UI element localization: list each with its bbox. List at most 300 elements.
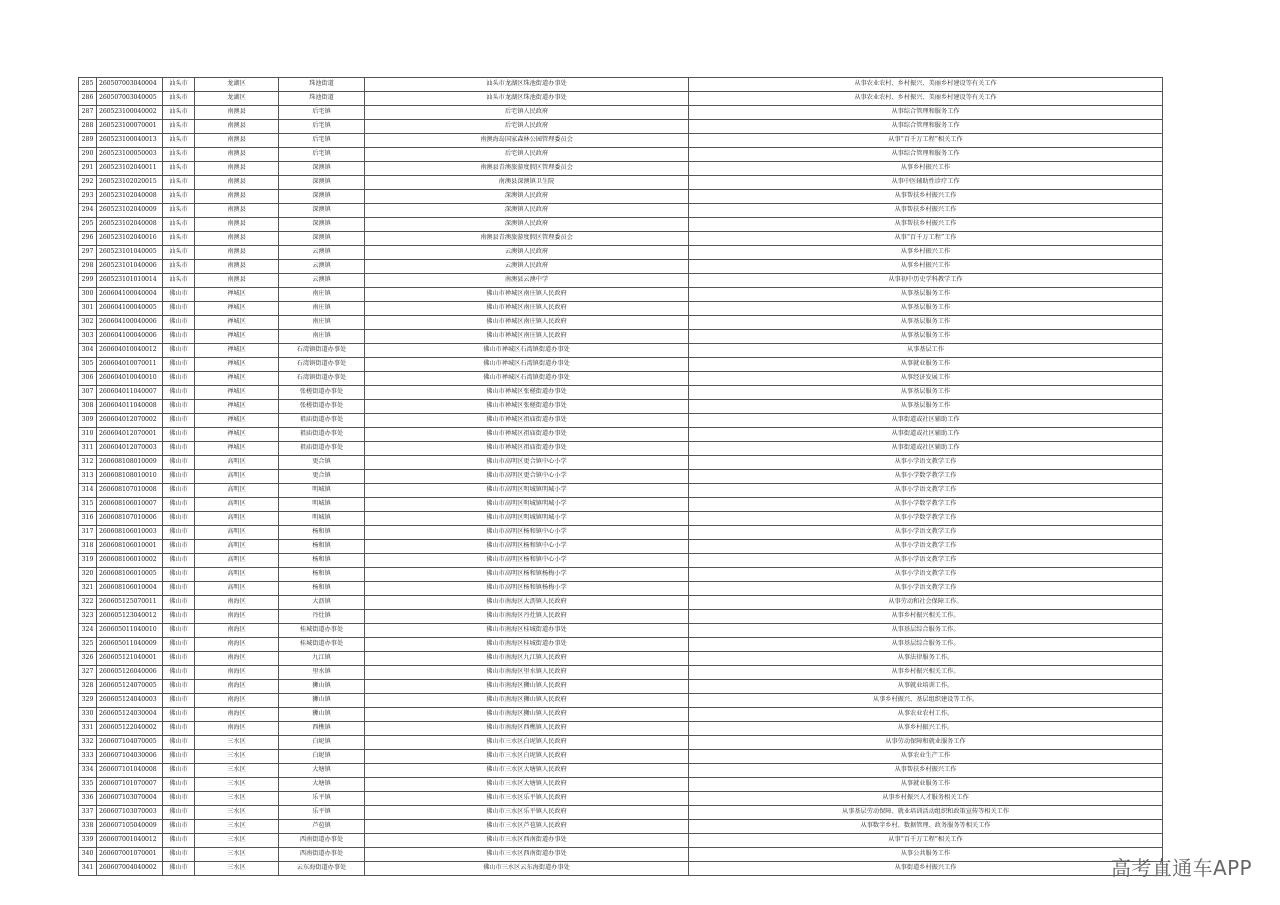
- row-number-cell: 321: [79, 582, 97, 596]
- table-row: [79, 680, 1163, 694]
- district-cell: 高明区: [195, 512, 279, 526]
- town-cell: 张槎街道办事处: [279, 400, 365, 414]
- row-number-cell: 306: [79, 372, 97, 386]
- table-row: [79, 848, 1163, 862]
- employer-cell: 佛山市禅城区张槎街道办事处: [365, 386, 689, 400]
- row-number-cell: 333: [79, 750, 97, 764]
- position-code-cell: 260523100040013: [97, 134, 163, 148]
- table-row: [79, 624, 1163, 638]
- district-cell: 南澳县: [195, 190, 279, 204]
- city-cell: 佛山市: [163, 428, 195, 442]
- employer-cell: 佛山市南海区狮山镇人民政府: [365, 708, 689, 722]
- table-row: [79, 708, 1163, 722]
- city-cell: 佛山市: [163, 330, 195, 344]
- position-code-cell: 260604012070001: [97, 428, 163, 442]
- city-cell: 佛山市: [163, 554, 195, 568]
- row-number-cell: 305: [79, 358, 97, 372]
- district-cell: 南澳县: [195, 260, 279, 274]
- position-code-cell: 260608106010005: [97, 568, 163, 582]
- job-description-cell: 从事街道或社区辅助工作: [689, 428, 1163, 442]
- row-number-cell: 320: [79, 568, 97, 582]
- row-number-cell: 337: [79, 806, 97, 820]
- position-code-cell: 260523102040008: [97, 190, 163, 204]
- city-cell: 汕头市: [163, 274, 195, 288]
- job-description-cell: 从事基层服务工作: [689, 330, 1163, 344]
- town-cell: 桂城街道办事处: [279, 624, 365, 638]
- table-row: [79, 316, 1163, 330]
- district-cell: 南海区: [195, 610, 279, 624]
- employer-cell: 佛山市三水区乐平镇人民政府: [365, 792, 689, 806]
- city-cell: 汕头市: [163, 190, 195, 204]
- city-cell: 佛山市: [163, 540, 195, 554]
- town-cell: 九江镇: [279, 652, 365, 666]
- town-cell: 杨和镇: [279, 526, 365, 540]
- district-cell: 高明区: [195, 470, 279, 484]
- employer-cell: 佛山市南海区九江镇人民政府: [365, 652, 689, 666]
- district-cell: 南澳县: [195, 176, 279, 190]
- table-row: [79, 498, 1163, 512]
- employer-cell: 佛山市南海区桂城街道办事处: [365, 638, 689, 652]
- job-description-cell: 从事综合管理和服务工作: [689, 106, 1163, 120]
- position-code-cell: 260608106010001: [97, 540, 163, 554]
- table-row: [79, 582, 1163, 596]
- city-cell: 佛山市: [163, 568, 195, 582]
- table-row: [79, 694, 1163, 708]
- city-cell: 汕头市: [163, 246, 195, 260]
- employer-cell: 佛山市禅城区石湾镇街道办事处: [365, 344, 689, 358]
- district-cell: 禅城区: [195, 386, 279, 400]
- row-number-cell: 314: [79, 484, 97, 498]
- row-number-cell: 330: [79, 708, 97, 722]
- district-cell: 高明区: [195, 540, 279, 554]
- town-cell: 里水镇: [279, 666, 365, 680]
- employer-cell: 佛山市高明区杨和镇杨梅小学: [365, 582, 689, 596]
- table-row: [79, 568, 1163, 582]
- row-number-cell: 293: [79, 190, 97, 204]
- job-description-cell: 从事小学数学教学工作: [689, 470, 1163, 484]
- position-code-cell: 260607001040012: [97, 834, 163, 848]
- row-number-cell: 312: [79, 456, 97, 470]
- row-number-cell: 300: [79, 288, 97, 302]
- job-description-cell: 从事街道乡村振兴工作: [689, 862, 1163, 876]
- employer-cell: 南澳海岛国家森林公园管理委员会: [365, 134, 689, 148]
- town-cell: 后宅镇: [279, 134, 365, 148]
- employer-cell: 佛山市禅城区张槎街道办事处: [365, 400, 689, 414]
- job-description-cell: 从事小学数学教学工作: [689, 512, 1163, 526]
- town-cell: 深澳镇: [279, 232, 365, 246]
- town-cell: 石湾镇街道办事处: [279, 372, 365, 386]
- row-number-cell: 298: [79, 260, 97, 274]
- position-code-cell: 260607104030006: [97, 750, 163, 764]
- city-cell: 佛山市: [163, 610, 195, 624]
- job-description-cell: 从事“百千万工程”相关工作: [689, 834, 1163, 848]
- employer-cell: 后宅镇人民政府: [365, 106, 689, 120]
- city-cell: 佛山市: [163, 442, 195, 456]
- job-description-cell: 从事就业服务工作: [689, 358, 1163, 372]
- city-cell: 佛山市: [163, 358, 195, 372]
- position-code-cell: 260605123040012: [97, 610, 163, 624]
- row-number-cell: 292: [79, 176, 97, 190]
- town-cell: 深澳镇: [279, 204, 365, 218]
- employer-cell: 佛山市禅城区祖庙街道办事处: [365, 442, 689, 456]
- table-row: [79, 736, 1163, 750]
- position-code-cell: 260605124040003: [97, 694, 163, 708]
- position-code-cell: 260604100040006: [97, 316, 163, 330]
- employer-cell: 深澳镇人民政府: [365, 190, 689, 204]
- town-cell: 云澳镇: [279, 260, 365, 274]
- table-row: [79, 344, 1163, 358]
- row-number-cell: 332: [79, 736, 97, 750]
- city-cell: 佛山市: [163, 652, 195, 666]
- employer-cell: 佛山市三水区大塘镇人民政府: [365, 764, 689, 778]
- town-cell: 后宅镇: [279, 120, 365, 134]
- row-number-cell: 328: [79, 680, 97, 694]
- city-cell: 佛山市: [163, 834, 195, 848]
- city-cell: 佛山市: [163, 456, 195, 470]
- district-cell: 高明区: [195, 582, 279, 596]
- district-cell: 禅城区: [195, 330, 279, 344]
- job-description-cell: 从事帮扶乡村振兴工作: [689, 764, 1163, 778]
- town-cell: 深澳镇: [279, 190, 365, 204]
- row-number-cell: 341: [79, 862, 97, 876]
- table-row: [79, 470, 1163, 484]
- table-row: [79, 106, 1163, 120]
- city-cell: 佛山市: [163, 750, 195, 764]
- table-row: [79, 764, 1163, 778]
- employer-cell: 佛山市禅城区南庄镇人民政府: [365, 302, 689, 316]
- city-cell: 佛山市: [163, 778, 195, 792]
- job-description-cell: 从事基层服务工作: [689, 302, 1163, 316]
- job-description-cell: 从事就业服务工作: [689, 778, 1163, 792]
- district-cell: 三水区: [195, 806, 279, 820]
- position-code-cell: 260604011040008: [97, 400, 163, 414]
- employer-cell: 佛山市高明区杨和镇中心小学: [365, 554, 689, 568]
- job-description-cell: 从事农业农村工作。: [689, 708, 1163, 722]
- city-cell: 汕头市: [163, 260, 195, 274]
- table-row: [79, 190, 1163, 204]
- employer-cell: 汕头市龙湖区珠池街道办事处: [365, 92, 689, 106]
- employer-cell: 佛山市南海区里水镇人民政府: [365, 666, 689, 680]
- position-code-cell: 260607103070004: [97, 792, 163, 806]
- employer-cell: 佛山市禅城区石湾镇街道办事处: [365, 372, 689, 386]
- position-code-cell: 260605122040002: [97, 722, 163, 736]
- job-description-cell: 从事综合管理和服务工作: [689, 120, 1163, 134]
- city-cell: 佛山市: [163, 862, 195, 876]
- district-cell: 南海区: [195, 680, 279, 694]
- city-cell: 汕头市: [163, 134, 195, 148]
- district-cell: 南澳县: [195, 204, 279, 218]
- row-number-cell: 331: [79, 722, 97, 736]
- watermark-text: 高考直通车APP: [1110, 856, 1252, 880]
- city-cell: 汕头市: [163, 204, 195, 218]
- town-cell: 南庄镇: [279, 330, 365, 344]
- city-cell: 佛山市: [163, 666, 195, 680]
- row-number-cell: 329: [79, 694, 97, 708]
- job-description-cell: 从事综合管理和服务工作: [689, 148, 1163, 162]
- district-cell: 南海区: [195, 666, 279, 680]
- employer-cell: 佛山市禅城区石湾镇街道办事处: [365, 358, 689, 372]
- table-row: [79, 596, 1163, 610]
- city-cell: 佛山市: [163, 596, 195, 610]
- table-row: [79, 218, 1163, 232]
- row-number-cell: 296: [79, 232, 97, 246]
- town-cell: 南庄镇: [279, 288, 365, 302]
- city-cell: 汕头市: [163, 162, 195, 176]
- town-cell: 珠池街道: [279, 78, 365, 92]
- row-number-cell: 291: [79, 162, 97, 176]
- row-number-cell: 287: [79, 106, 97, 120]
- position-code-cell: 260605011040009: [97, 638, 163, 652]
- district-cell: 高明区: [195, 456, 279, 470]
- table-row: [79, 666, 1163, 680]
- table-row: [79, 442, 1163, 456]
- job-description-cell: 从事乡村振兴、基层组织建设等工作。: [689, 694, 1163, 708]
- row-number-cell: 297: [79, 246, 97, 260]
- district-cell: 南澳县: [195, 274, 279, 288]
- town-cell: 大沥镇: [279, 596, 365, 610]
- employer-cell: 佛山市南海区桂城街道办事处: [365, 624, 689, 638]
- job-description-cell: 从事帮扶乡村振兴工作: [689, 218, 1163, 232]
- table-row: [79, 456, 1163, 470]
- row-number-cell: 322: [79, 596, 97, 610]
- employer-cell: 佛山市高明区更合镇中心小学: [365, 470, 689, 484]
- town-cell: 杨和镇: [279, 540, 365, 554]
- district-cell: 禅城区: [195, 372, 279, 386]
- district-cell: 三水区: [195, 792, 279, 806]
- job-description-cell: 从事小学语文教学工作: [689, 526, 1163, 540]
- job-description-cell: 从事乡村振兴人才服务相关工作: [689, 792, 1163, 806]
- city-cell: 佛山市: [163, 470, 195, 484]
- row-number-cell: 286: [79, 92, 97, 106]
- city-cell: 佛山市: [163, 400, 195, 414]
- city-cell: 佛山市: [163, 848, 195, 862]
- district-cell: 南澳县: [195, 148, 279, 162]
- job-description-cell: 从事小学语文教学工作: [689, 540, 1163, 554]
- town-cell: 祖庙街道办事处: [279, 414, 365, 428]
- table-row: [79, 246, 1163, 260]
- row-number-cell: 295: [79, 218, 97, 232]
- employer-cell: 佛山市南海区狮山镇人民政府: [365, 680, 689, 694]
- position-code-cell: 260604010040010: [97, 372, 163, 386]
- employer-cell: 佛山市禅城区祖庙街道办事处: [365, 428, 689, 442]
- district-cell: 高明区: [195, 568, 279, 582]
- row-number-cell: 289: [79, 134, 97, 148]
- table-row: [79, 750, 1163, 764]
- position-code-cell: 260607101070007: [97, 778, 163, 792]
- position-code-cell: 260523101040005: [97, 246, 163, 260]
- job-description-cell: 从事数字乡村、数据管理、政务服务等相关工作: [689, 820, 1163, 834]
- district-cell: 南海区: [195, 596, 279, 610]
- row-number-cell: 327: [79, 666, 97, 680]
- city-cell: 佛山市: [163, 582, 195, 596]
- city-cell: 佛山市: [163, 316, 195, 330]
- job-table-container: [78, 77, 1162, 872]
- row-number-cell: 316: [79, 512, 97, 526]
- town-cell: 杨和镇: [279, 582, 365, 596]
- employer-cell: 佛山市三水区云东海街道办事处: [365, 862, 689, 876]
- row-number-cell: 310: [79, 428, 97, 442]
- table-row: [79, 302, 1163, 316]
- job-description-cell: 从事基层综合服务工作。: [689, 624, 1163, 638]
- row-number-cell: 304: [79, 344, 97, 358]
- job-description-cell: 从事“百千万工程”工作: [689, 232, 1163, 246]
- employer-cell: 云澳镇人民政府: [365, 246, 689, 260]
- district-cell: 南澳县: [195, 246, 279, 260]
- job-description-cell: 从事基层服务工作: [689, 316, 1163, 330]
- town-cell: 西南街道办事处: [279, 834, 365, 848]
- row-number-cell: 335: [79, 778, 97, 792]
- position-code-cell: 260604010040012: [97, 344, 163, 358]
- position-code-cell: 260605124030004: [97, 708, 163, 722]
- town-cell: 狮山镇: [279, 708, 365, 722]
- table-row: [79, 176, 1163, 190]
- district-cell: 三水区: [195, 820, 279, 834]
- table-row: [79, 526, 1163, 540]
- city-cell: 佛山市: [163, 764, 195, 778]
- city-cell: 佛山市: [163, 624, 195, 638]
- table-row: [79, 330, 1163, 344]
- position-code-cell: 260523102040009: [97, 204, 163, 218]
- job-description-cell: 从事乡村振兴工作: [689, 260, 1163, 274]
- job-description-cell: 从事基层服务工作: [689, 386, 1163, 400]
- job-description-cell: 从事小学语文教学工作: [689, 456, 1163, 470]
- city-cell: 佛山市: [163, 288, 195, 302]
- town-cell: 乐平镇: [279, 792, 365, 806]
- position-code-cell: 260523100070001: [97, 120, 163, 134]
- city-cell: 佛山市: [163, 708, 195, 722]
- city-cell: 汕头市: [163, 92, 195, 106]
- job-description-cell: 从事劳动保障和就业服务工作: [689, 736, 1163, 750]
- town-cell: 西樵镇: [279, 722, 365, 736]
- district-cell: 禅城区: [195, 414, 279, 428]
- job-description-cell: 从事经济发展工作: [689, 372, 1163, 386]
- row-number-cell: 309: [79, 414, 97, 428]
- job-description-cell: 从事小学语文教学工作: [689, 582, 1163, 596]
- job-description-cell: 从事小学语文教学工作: [689, 554, 1163, 568]
- employer-cell: 佛山市三水区乐平镇人民政府: [365, 806, 689, 820]
- position-code-cell: 260605125070011: [97, 596, 163, 610]
- employer-cell: 南澳县云澳中学: [365, 274, 689, 288]
- job-description-cell: 从事街道或社区辅助工作: [689, 442, 1163, 456]
- district-cell: 南海区: [195, 638, 279, 652]
- position-code-cell: 260608106010007: [97, 498, 163, 512]
- town-cell: 南庄镇: [279, 302, 365, 316]
- city-cell: 佛山市: [163, 414, 195, 428]
- employer-cell: 佛山市高明区明城镇明城小学: [365, 498, 689, 512]
- position-code-cell: 260608108010010: [97, 470, 163, 484]
- job-description-cell: 从事基层劳动保障、就业培训活动组织和政策宣传等相关工作: [689, 806, 1163, 820]
- job-description-cell: 从事帮扶乡村振兴工作: [689, 190, 1163, 204]
- table-row: [79, 862, 1163, 876]
- employer-cell: 佛山市高明区明城镇明城小学: [365, 512, 689, 526]
- district-cell: 禅城区: [195, 316, 279, 330]
- position-code-cell: 260608107010008: [97, 484, 163, 498]
- position-code-cell: 260604100040006: [97, 330, 163, 344]
- position-code-cell: 260523102040016: [97, 232, 163, 246]
- district-cell: 龙湖区: [195, 92, 279, 106]
- job-description-cell: 从事小学数学教学工作: [689, 498, 1163, 512]
- town-cell: 深澳镇: [279, 218, 365, 232]
- district-cell: 南海区: [195, 722, 279, 736]
- town-cell: 狮山镇: [279, 680, 365, 694]
- job-description-cell: 从事公共服务工作: [689, 848, 1163, 862]
- position-code-cell: 260523100040002: [97, 106, 163, 120]
- row-number-cell: 288: [79, 120, 97, 134]
- district-cell: 龙湖区: [195, 78, 279, 92]
- town-cell: 张槎街道办事处: [279, 386, 365, 400]
- table-row: [79, 134, 1163, 148]
- job-description-cell: 从事农业生产工作: [689, 750, 1163, 764]
- employer-cell: 佛山市高明区杨和镇中心小学: [365, 526, 689, 540]
- city-cell: 汕头市: [163, 218, 195, 232]
- table-row: [79, 722, 1163, 736]
- employer-cell: 佛山市高明区杨和镇中心小学: [365, 540, 689, 554]
- employer-cell: 佛山市南海区丹灶镇人民政府: [365, 610, 689, 624]
- position-code-cell: 260608106010003: [97, 526, 163, 540]
- row-number-cell: 336: [79, 792, 97, 806]
- position-code-cell: 260604100040004: [97, 288, 163, 302]
- job-description-cell: 从事乡村振兴相关工作。: [689, 610, 1163, 624]
- town-cell: 祖庙街道办事处: [279, 442, 365, 456]
- position-code-cell: 260607001070001: [97, 848, 163, 862]
- town-cell: 石湾镇街道办事处: [279, 358, 365, 372]
- town-cell: 白坭镇: [279, 736, 365, 750]
- employer-cell: 南澳县深澳镇卫生院: [365, 176, 689, 190]
- row-number-cell: 307: [79, 386, 97, 400]
- table-row: [79, 372, 1163, 386]
- row-number-cell: 319: [79, 554, 97, 568]
- employer-cell: 南澳县青澳旅游度假区管理委员会: [365, 232, 689, 246]
- position-code-cell: 260507003040004: [97, 78, 163, 92]
- employer-cell: 佛山市三水区西南街道办事处: [365, 834, 689, 848]
- town-cell: 祖庙街道办事处: [279, 428, 365, 442]
- row-number-cell: 340: [79, 848, 97, 862]
- city-cell: 佛山市: [163, 792, 195, 806]
- table-row: [79, 232, 1163, 246]
- district-cell: 三水区: [195, 834, 279, 848]
- city-cell: 汕头市: [163, 148, 195, 162]
- district-cell: 三水区: [195, 778, 279, 792]
- employer-cell: 佛山市高明区明城镇明城小学: [365, 484, 689, 498]
- job-description-cell: 从事帮扶乡村振兴工作: [689, 204, 1163, 218]
- job-description-cell: 从事农业农村、乡村振兴、美丽乡村建设等有关工作: [689, 92, 1163, 106]
- row-number-cell: 290: [79, 148, 97, 162]
- district-cell: 高明区: [195, 554, 279, 568]
- district-cell: 南海区: [195, 708, 279, 722]
- town-cell: 后宅镇: [279, 106, 365, 120]
- city-cell: 汕头市: [163, 176, 195, 190]
- district-cell: 禅城区: [195, 344, 279, 358]
- row-number-cell: 318: [79, 540, 97, 554]
- employer-cell: 佛山市高明区杨和镇杨梅小学: [365, 568, 689, 582]
- town-cell: 石湾镇街道办事处: [279, 344, 365, 358]
- job-description-cell: 从事基层工作: [689, 344, 1163, 358]
- job-description-cell: 从事街道或社区辅助工作: [689, 414, 1163, 428]
- table-row: [79, 120, 1163, 134]
- job-description-cell: 从事“百千万工程”相关工作: [689, 134, 1163, 148]
- row-number-cell: 303: [79, 330, 97, 344]
- town-cell: 乐平镇: [279, 806, 365, 820]
- district-cell: 南澳县: [195, 232, 279, 246]
- town-cell: 明城镇: [279, 512, 365, 526]
- district-cell: 南澳县: [195, 106, 279, 120]
- district-cell: 三水区: [195, 750, 279, 764]
- district-cell: 禅城区: [195, 288, 279, 302]
- district-cell: 三水区: [195, 862, 279, 876]
- table-row: [79, 358, 1163, 372]
- job-description-cell: 从事乡村振兴工作: [689, 246, 1163, 260]
- row-number-cell: 308: [79, 400, 97, 414]
